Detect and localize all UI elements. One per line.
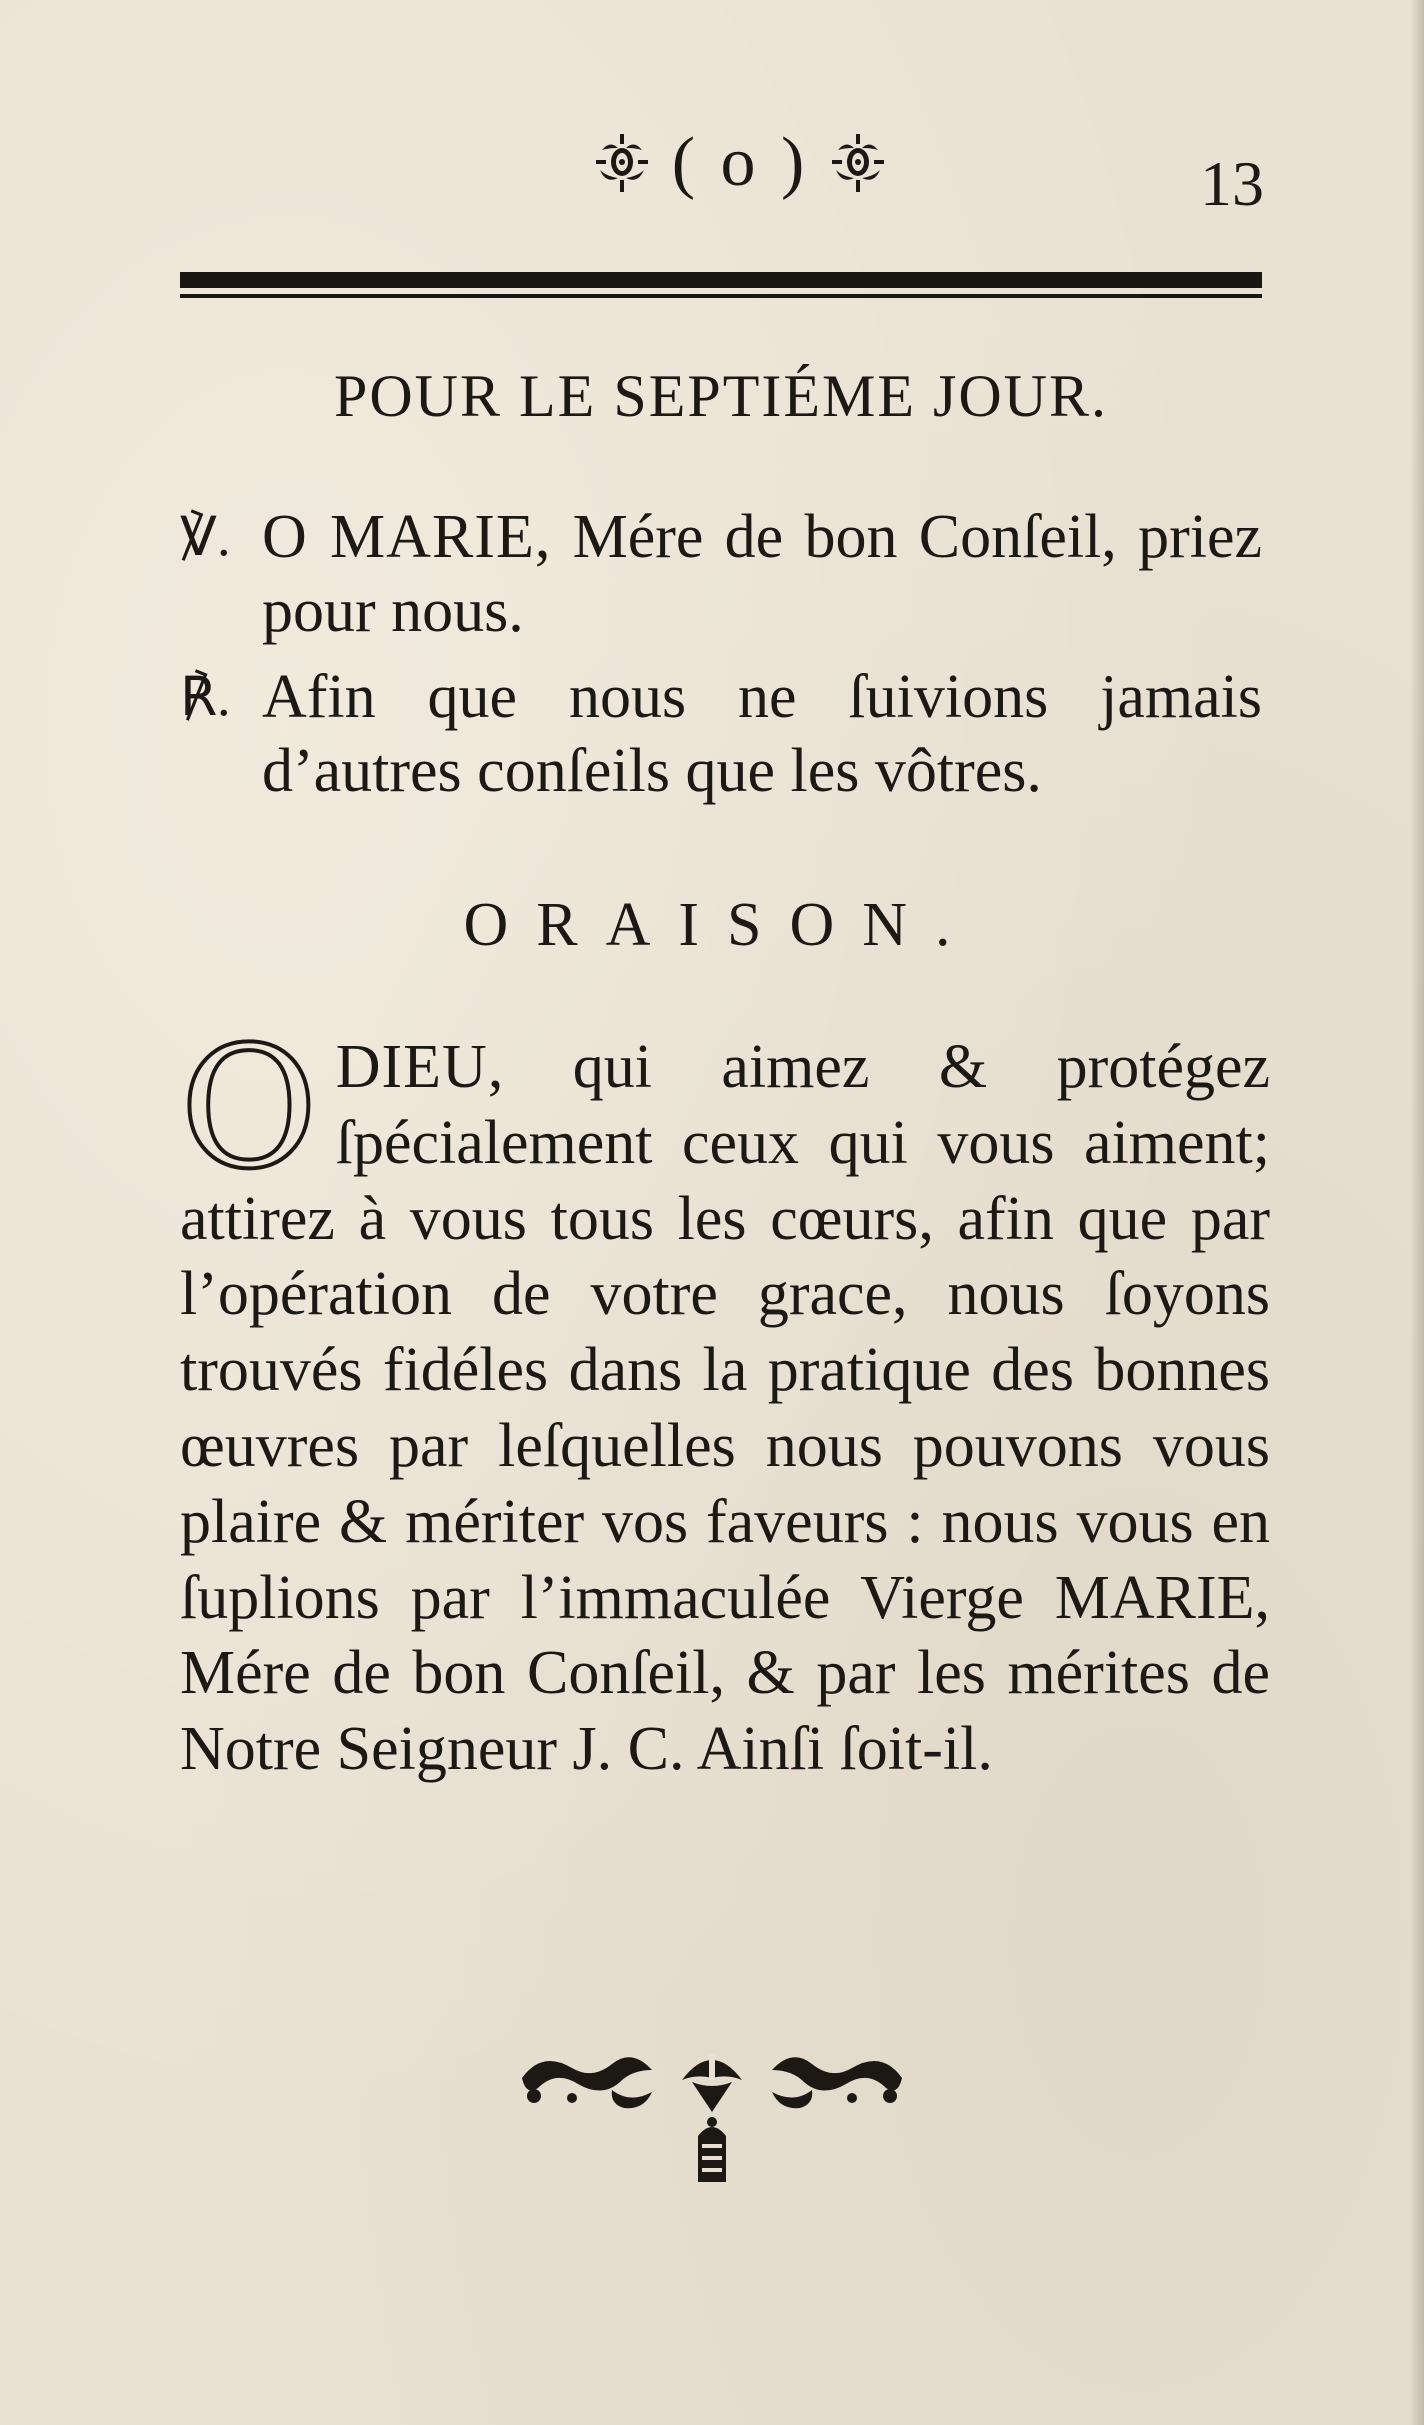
page-edge-shadow	[1410, 0, 1424, 2425]
rule-thin	[180, 294, 1262, 298]
tailpiece-ornament-icon	[512, 2040, 912, 2190]
page-title: POUR LE SEPTIÉME JOUR.	[333, 363, 1109, 429]
versicle-text-block	[262, 500, 1262, 648]
versicle-symbol: ℣.	[180, 507, 231, 567]
drop-cap: O	[180, 1010, 318, 1206]
versicle-name: O MARIE,	[262, 503, 552, 571]
versicle-text: Mére de bon Conſeil, priez pour nous.	[262, 503, 1262, 645]
header-double-rule	[180, 266, 1262, 304]
rule-thick	[180, 272, 1262, 288]
versicle	[180, 500, 1280, 648]
page-header	[0, 108, 1424, 218]
response-symbol: ℟.	[180, 667, 231, 727]
fleuron-left-icon	[594, 132, 650, 194]
page-number: 13	[1200, 148, 1264, 219]
prayer-text: , qui aimez & protégez ſpécialement ceux qui vous aiment; attirez à vous tous les cœurs, afin que par l’opération de votre grace, nous ſoyons trouvés fidéles dans la pratique des bonnes œuvres par leſquelles nous pouvons vous plaire & mériter vos faveurs : nous vous en ſuplions par l’immaculée Vierge MARIE, Mére de bon Conſeil, & par les mérites de Notre Seigneur J. C. Ainſi ſoit-il.	[180, 1033, 1270, 1784]
oraison-heading: ORAISON.	[463, 891, 979, 959]
prayer-body	[180, 1010, 1270, 1788]
fleuron-right-icon	[830, 132, 886, 194]
running-head	[530, 118, 950, 208]
response	[180, 660, 1280, 808]
response-text: Afin que nous ne ſuivions jamais d’autres conſeils que les vôtres.	[262, 663, 1262, 805]
signature-mark: ( o )	[671, 124, 809, 201]
prayer-opening-word: DIEU	[335, 1033, 488, 1101]
